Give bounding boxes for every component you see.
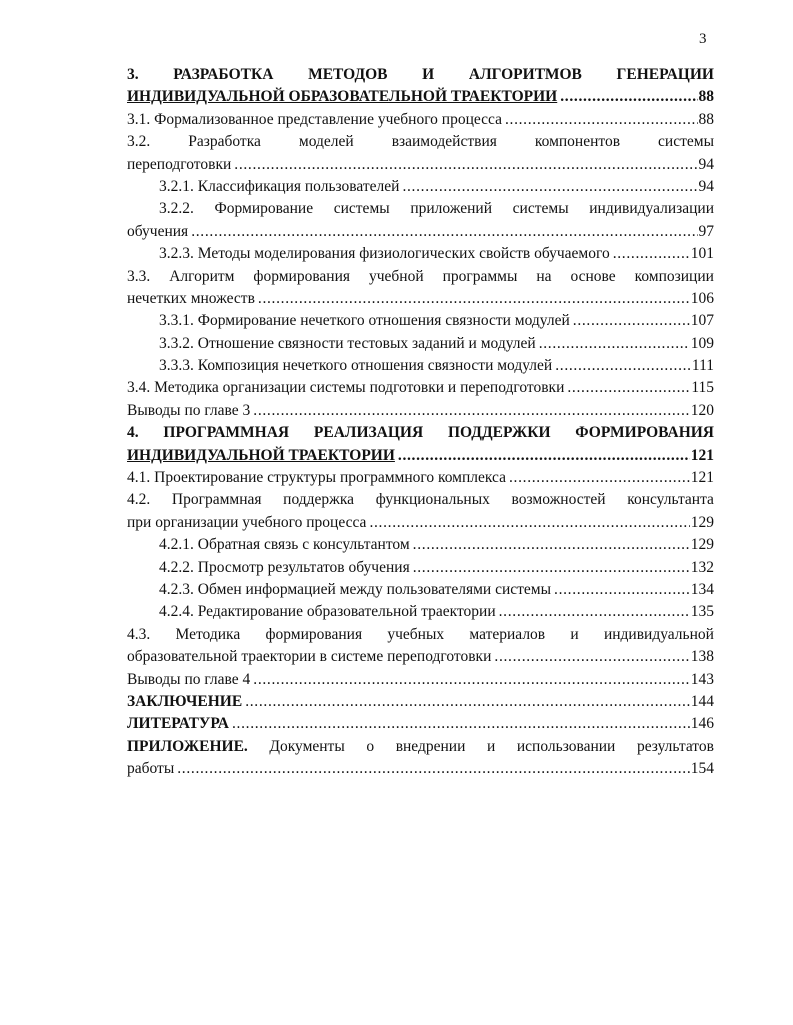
toc-entry-3-2[interactable]	[127, 131, 714, 176]
toc-page-number: 134	[690, 580, 714, 598]
toc-entry-conclusion[interactable]	[127, 691, 714, 713]
toc-word: и	[486, 737, 496, 755]
toc-entry-title: 4.2.1. Обратная связь с консультантом	[159, 536, 410, 554]
toc-entry-3-3-2[interactable]	[159, 333, 714, 355]
toc-leader-dots	[177, 758, 690, 780]
toc-word: взаимодействия	[391, 133, 497, 151]
toc-page-number: 97	[698, 222, 714, 240]
toc-page-number: 154	[690, 760, 714, 778]
toc-leader-dots	[554, 579, 690, 601]
toc-leader-dots	[232, 713, 690, 735]
toc-entry-4-1[interactable]	[127, 467, 714, 489]
toc-entry-title-line1	[127, 266, 714, 288]
toc-entry-title-line1	[127, 489, 714, 511]
toc-entry-title-line2: образовательной траектории в системе переподготовки	[127, 648, 492, 666]
toc-page-number: 129	[690, 513, 714, 531]
toc-word: 3.3.	[127, 267, 151, 285]
toc-leader-dots	[258, 288, 690, 310]
toc-word: внедрении	[395, 737, 466, 755]
toc-leader-dots	[613, 243, 690, 265]
toc-leader-dots	[560, 86, 697, 108]
toc-leader-dots	[402, 176, 697, 198]
toc-leader-dots	[499, 601, 690, 623]
toc-entry-conclusions-3[interactable]	[127, 400, 714, 422]
toc-entry-label: ПРИЛОЖЕНИЕ.	[127, 737, 248, 755]
toc-entry-4-2-2[interactable]	[159, 557, 714, 579]
toc-word: индивидуализации	[589, 200, 714, 218]
toc-entry-title-line1	[127, 131, 714, 153]
toc-leader-dots	[253, 669, 689, 691]
toc-word: ГЕНЕРАЦИИ	[616, 66, 714, 83]
toc-entry-4-2-4[interactable]	[159, 601, 714, 623]
toc-page-number: 121	[690, 446, 714, 464]
toc-leader-dots	[573, 310, 690, 332]
toc-word: Методика	[175, 625, 241, 643]
toc-word: моделей	[298, 133, 354, 151]
page-number: 3	[699, 31, 707, 47]
toc-word: 3.2.	[127, 133, 151, 151]
toc-entry-title-line2: ИНДИВИДУАЛЬНОЙ ТРАЕКТОРИИ	[127, 446, 395, 464]
toc-page-number: 94	[698, 155, 714, 173]
toc-word: Разработка	[188, 133, 261, 151]
toc-entry-title-line2: ИНДИВИДУАЛЬНОЙ ОБРАЗОВАТЕЛЬНОЙ ТРАЕКТОРИИ	[127, 88, 558, 106]
toc-leader-dots	[253, 400, 689, 422]
toc-word: системы	[658, 133, 714, 151]
toc-word: ПОДДЕРЖКИ	[447, 424, 551, 442]
toc-entry-3-4[interactable]	[127, 377, 714, 399]
toc-word: 3.	[127, 66, 139, 83]
toc-page-number: 109	[690, 334, 714, 352]
toc-entry-title: ЛИТЕРАТУРА	[127, 715, 229, 733]
toc-page-number: 121	[690, 469, 714, 487]
toc-entry-title-line2: работы	[127, 760, 175, 778]
toc-word: возможностей	[511, 491, 606, 509]
toc-entry-title: 3.1. Формализованное представление учебного процесса	[127, 110, 502, 128]
toc-entry-title: 4.2.4. Редактирование образовательной траектории	[159, 603, 496, 621]
toc-leader-dots	[509, 467, 690, 489]
toc-page-number: 143	[690, 670, 714, 688]
toc-word: 3.2.2.	[159, 200, 194, 218]
toc-word: Формирование	[214, 200, 314, 218]
toc-entry-title: Выводы по главе 4	[127, 670, 251, 688]
toc-word: системы	[333, 200, 390, 218]
toc-word: Алгоритм	[169, 267, 235, 285]
toc-word: учебной	[368, 267, 424, 285]
toc-word: МЕТОДОВ	[308, 66, 388, 83]
toc-entry-title: 4.2.2. Просмотр результатов обучения	[159, 558, 410, 576]
toc-leader-dots	[245, 691, 690, 713]
toc-page-number: 129	[690, 536, 714, 554]
toc-entry-title-line1	[127, 64, 714, 86]
toc-entry-title: 3.3.2. Отношение связности тестовых заданий и модулей	[159, 334, 536, 352]
toc-word: результатов	[636, 737, 714, 755]
toc-entry-appendix[interactable]	[127, 736, 714, 781]
toc-word: материалов	[469, 625, 546, 643]
toc-leader-dots	[567, 377, 690, 399]
toc-word: АЛГОРИТМОВ	[468, 66, 582, 83]
toc-word: использовании	[516, 737, 616, 755]
toc-entry-title-line2: обучения	[127, 222, 189, 240]
toc-word: РАЗРАБОТКА	[173, 66, 274, 83]
toc-word: учебных	[387, 625, 445, 643]
toc-word: поддержка	[283, 491, 355, 509]
toc-word: консультанта	[627, 491, 714, 509]
toc-word: 4.3.	[127, 625, 151, 643]
toc-entry-title-line2: при организации учебного процесса	[127, 513, 367, 531]
toc-entry-title: 4.2.3. Обмен информацией между пользователями системы	[159, 580, 552, 598]
toc-word: РЕАЛИЗАЦИЯ	[313, 424, 424, 442]
toc-page-number: 94	[698, 177, 714, 195]
toc-page-number: 115	[691, 379, 714, 397]
toc-word: на	[536, 267, 552, 285]
toc-entry-3-3-3[interactable]	[159, 355, 714, 377]
toc-word: индивидуальной	[603, 625, 714, 643]
toc-word: о	[366, 737, 375, 755]
toc-page-number: 88	[698, 110, 714, 128]
toc-leader-dots	[413, 534, 690, 556]
toc-entry-3-2-1[interactable]	[159, 176, 714, 198]
toc-page-number: 146	[690, 715, 714, 733]
toc-entry-title-line2: нечетких множеств	[127, 289, 255, 307]
toc-word: системы	[512, 200, 569, 218]
toc-entry-title-line1	[127, 422, 714, 444]
toc-leader-dots	[398, 445, 690, 467]
toc-entry-title: 3.2.3. Методы моделирования физиологических свойств обучаемого	[159, 245, 610, 263]
toc-entry-3-3-1[interactable]	[159, 310, 714, 332]
toc-entry-title: 3.2.1. Классификация пользователей	[159, 177, 400, 195]
toc-word: и	[570, 625, 579, 643]
toc-word: И	[422, 66, 435, 83]
toc-entry-title: 4.1. Проектирование структуры программного комплекса	[127, 469, 506, 487]
toc-word: Документы	[269, 737, 345, 755]
toc-word: ФОРМИРОВАНИЯ	[575, 424, 714, 442]
toc-entry-literature[interactable]	[127, 713, 714, 735]
table-of-contents	[127, 64, 714, 781]
toc-word: ПРОГРАММНАЯ	[163, 424, 290, 442]
toc-entry-title-line2: переподготовки	[127, 155, 232, 173]
toc-leader-dots	[555, 355, 691, 377]
toc-entry-title: ЗАКЛЮЧЕНИЕ	[127, 692, 243, 710]
toc-entry-3-1[interactable]	[127, 109, 714, 131]
toc-page-number: 144	[690, 692, 714, 710]
toc-page-number: 101	[690, 245, 714, 263]
toc-entry-4-2-3[interactable]	[159, 579, 714, 601]
toc-leader-dots	[234, 154, 697, 176]
toc-entry-conclusions-4[interactable]	[127, 669, 714, 691]
toc-entry-3-2-2[interactable]	[127, 198, 714, 243]
toc-word: 4.2.	[127, 491, 151, 509]
toc-word: формирования	[253, 267, 351, 285]
toc-entry-title: 3.4. Методика организации системы подготовки и переподготовки	[127, 379, 565, 397]
toc-entry-4-2[interactable]	[127, 489, 714, 534]
toc-entry-3-2-3[interactable]	[159, 243, 714, 265]
toc-page-number: 88	[698, 88, 714, 106]
toc-word: композиции	[634, 267, 714, 285]
toc-entry-title: Выводы по главе 3	[127, 401, 251, 419]
toc-entry-chapter-3[interactable]	[127, 64, 714, 109]
toc-page-number: 106	[690, 289, 714, 307]
toc-entry-3-3[interactable]	[127, 266, 714, 311]
toc-leader-dots	[494, 646, 689, 668]
toc-page-number: 132	[690, 558, 714, 576]
toc-page-number: 107	[690, 312, 714, 330]
toc-word: основе	[570, 267, 616, 285]
toc-leader-dots	[413, 557, 690, 579]
toc-entry-title: 3.3.1. Формирование нечеткого отношения связности модулей	[159, 312, 570, 330]
toc-word: функциональных	[375, 491, 490, 509]
toc-leader-dots	[191, 221, 697, 243]
toc-entry-title: 3.3.3. Композиция нечеткого отношения связности модулей	[159, 357, 553, 375]
toc-word: Программная	[171, 491, 262, 509]
toc-entry-4-3[interactable]	[127, 624, 714, 669]
toc-entry-title-line1	[159, 198, 714, 220]
toc-entry-title-line1	[127, 736, 714, 758]
toc-entry-title-line1	[127, 624, 714, 646]
toc-word: программы	[442, 267, 518, 285]
toc-page-number: 135	[690, 603, 714, 621]
toc-entry-chapter-4[interactable]	[127, 422, 714, 467]
toc-entry-4-2-1[interactable]	[159, 534, 714, 556]
toc-word: приложений	[410, 200, 493, 218]
toc-word: формирования	[265, 625, 363, 643]
toc-page-number: 120	[690, 401, 714, 419]
toc-page-number: 111	[691, 357, 714, 375]
toc-word: 4.	[127, 424, 139, 442]
toc-page-number: 138	[690, 648, 714, 666]
toc-leader-dots	[539, 333, 690, 355]
toc-leader-dots	[369, 512, 689, 534]
toc-leader-dots	[505, 109, 698, 131]
toc-word: компонентов	[534, 133, 621, 151]
